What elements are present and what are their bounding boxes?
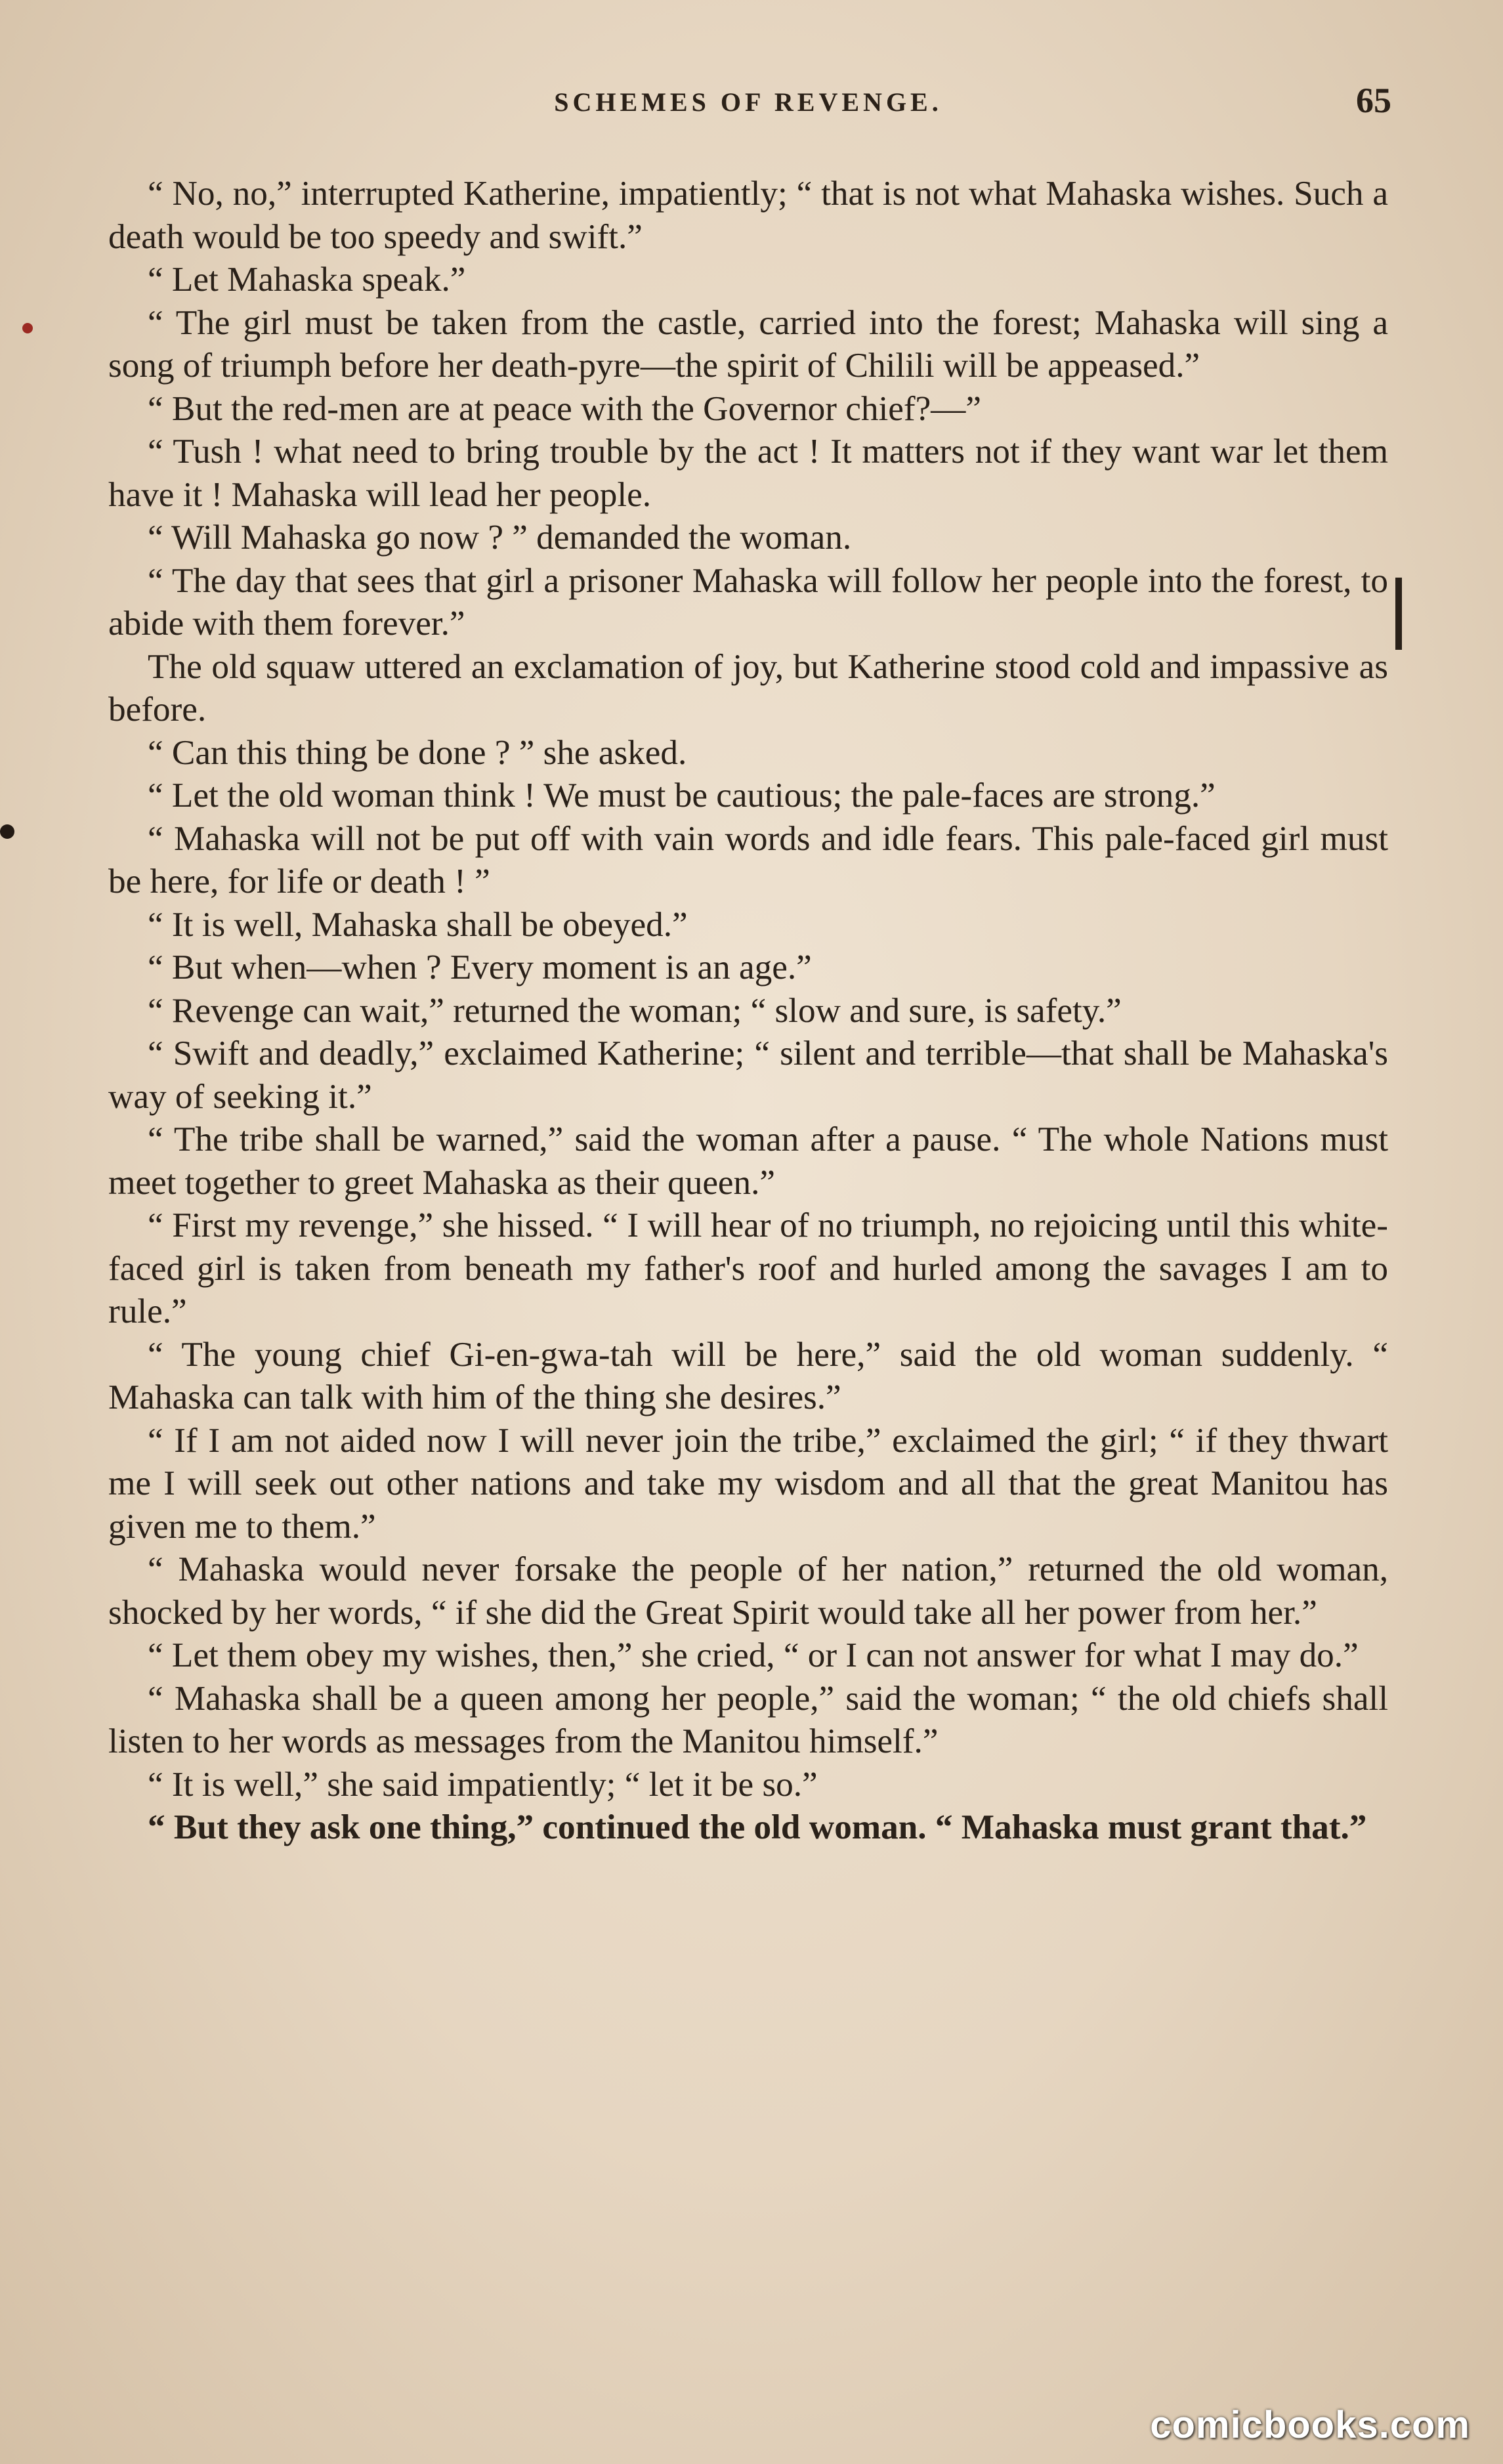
- paragraph: “ No, no,” interrupted Katherine, impatiently; “ that is not what Mahaska wishes. Such a death would be too speedy and swift.”: [108, 174, 1388, 256]
- paragraph: “ Mahaska would never forsake the people of her nation,” returned the old woman, shocked by her words, “ if she did the Great Spirit would take all her power from her.”: [108, 1550, 1388, 1632]
- paragraph: “ Mahaska shall be a queen among her people,” said the woman; “ the old chiefs shall listen to her words as messages from the Manitou himself.”: [108, 1678, 1388, 1760]
- paragraph: “ Let the old woman think ! We must be cautious; the pale-faces are strong.”: [148, 776, 1216, 815]
- paragraph: “ Will Mahaska go now ? ” demanded the woman.: [148, 518, 852, 557]
- watermark: comicbooks.com: [1150, 2404, 1470, 2446]
- paragraph: “ It is well, Mahaska shall be obeyed.”: [148, 904, 688, 944]
- paragraph: “ But they ask one thing,” continued the old woman. “ Mahaska must grant that.”: [148, 1808, 1367, 1846]
- paragraph: “ The day that sees that girl a prisoner Mahaska will follow her people into the forest, to abide with them forever.”: [108, 561, 1388, 643]
- paragraph: “ But when—when ? Every moment is an age.”: [148, 948, 812, 987]
- paragraph: “ Let Mahaska speak.”: [148, 260, 466, 299]
- paragraph: “ Tush ! what need to bring trouble by the act ! It matters not if they want war let them have it ! Mahaska will lead her people.: [108, 432, 1388, 514]
- ink-stain: [0, 824, 14, 839]
- paragraph: “ First my revenge,” she hissed. “ I will hear of no triumph, no rejoicing until this white-faced girl is taken from beneath my father's roof and hurled among the savages I am to rule.”: [108, 1206, 1388, 1330]
- margin-mark: [1395, 578, 1402, 650]
- paragraph: The old squaw uttered an exclamation of joy, but Katherine stood cold and impassive as before.: [108, 647, 1388, 729]
- paragraph: “ It is well,” she said impatiently; “ let it be so.”: [148, 1764, 818, 1804]
- paragraph: “ The young chief Gi-en-gwa-tah will be here,” said the old woman suddenly. “ Mahaska can talk with him of the thing she desires.”: [108, 1334, 1388, 1416]
- page-number: 65: [1356, 81, 1391, 120]
- paragraph: “ But the red-men are at peace with the Governor chief?—”: [148, 389, 981, 428]
- paragraph: “ If I am not aided now I will never join the tribe,” exclaimed the girl; “ if they thwart me I will seek out other nations and take my wisdom and all that the great Manitou has given me to them.”: [108, 1420, 1388, 1546]
- ink-stain: [22, 323, 33, 333]
- body-text: [108, 172, 1388, 2259]
- paragraph: “ Let them obey my wishes, then,” she cried, “ or I can not answer for what I may do.”: [148, 1636, 1359, 1674]
- running-head: SCHEMES OF REVENGE.: [554, 87, 942, 117]
- page-header: [105, 80, 1391, 133]
- paragraph: “ Mahaska will not be put off with vain words and idle fears. This pale-faced girl must be here, for life or death ! ”: [108, 818, 1388, 901]
- paragraph: “ The tribe shall be warned,” said the woman after a pause. “ The whole Nations must meet together to greet Mahaska as their queen.”: [108, 1120, 1388, 1202]
- paragraph: “ The girl must be taken from the castle, carried into the forest; Mahaska will sing a song of triumph before her death-pyre—the spirit of Chilili will be appeased.”: [108, 303, 1388, 385]
- paragraph: “ Revenge can wait,” returned the woman; “ slow and sure, is safety.”: [148, 990, 1122, 1030]
- paragraph: “ Can this thing be done ? ” she asked.: [148, 733, 687, 772]
- paragraph: “ Swift and deadly,” exclaimed Katherine; “ silent and terrible—that shall be Mahaska's way of seeking it.”: [108, 1034, 1388, 1116]
